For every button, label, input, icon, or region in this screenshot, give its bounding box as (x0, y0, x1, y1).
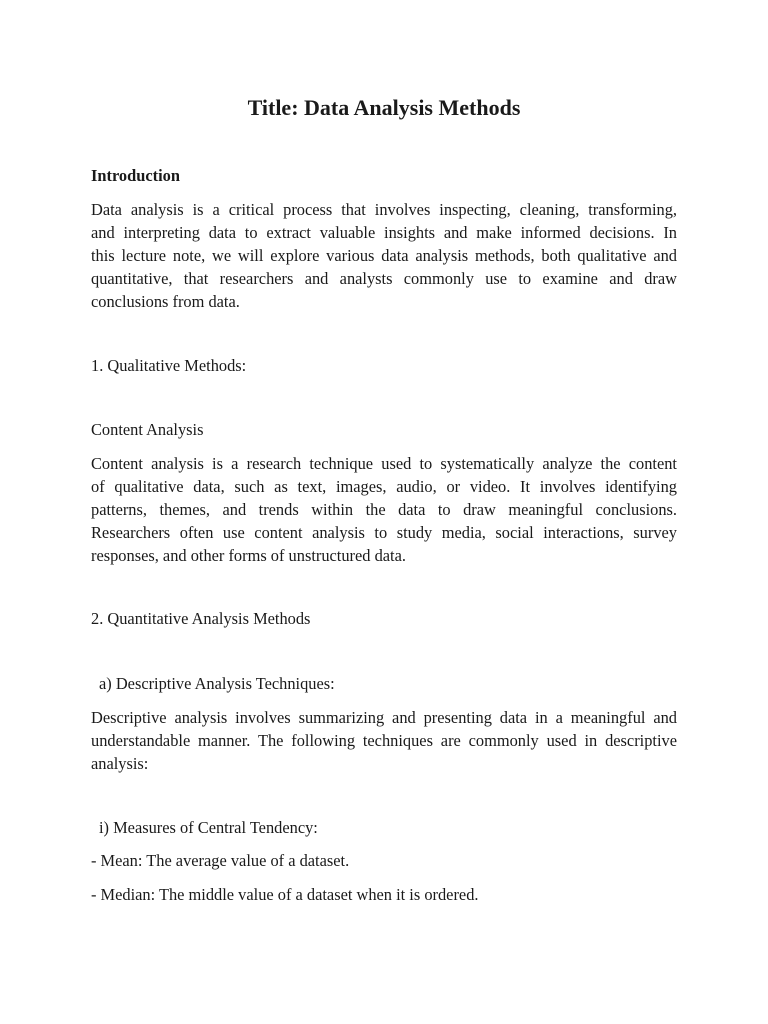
descriptive-paragraph (91, 706, 677, 775)
descriptive-techniques-heading: a) Descriptive Analysis Techniques: (99, 674, 335, 693)
central-tendency-heading: i) Measures of Central Tendency: (99, 818, 318, 837)
introduction-heading: Introduction (91, 166, 180, 185)
paragraph-line: of qualitative data, such as text, images, audio, or video. It involves identifying (91, 477, 677, 496)
paragraph-line: understandable manner. The following techniques are commonly used in descriptive (91, 731, 677, 750)
paragraph-line: and interpreting data to extract valuable insights and make informed decisions. In (91, 223, 677, 242)
paragraph-line: Content analysis is a research technique used to systematically analyze the content (91, 454, 677, 473)
paragraph-line: Researchers often use content analysis to study media, social interactions, survey (91, 523, 677, 542)
paragraph-line: Descriptive analysis involves summarizing and presenting data in a meaningful and (91, 708, 677, 727)
paragraph-line: analysis: (91, 754, 149, 773)
content-analysis-heading: Content Analysis (91, 420, 204, 439)
qualitative-methods-heading: 1. Qualitative Methods: (91, 356, 247, 375)
list-item-mean: - Mean: The average value of a dataset. (91, 851, 350, 870)
quantitative-methods-heading: 2. Quantitative Analysis Methods (91, 609, 311, 628)
paragraph-line: conclusions from data. (91, 292, 240, 311)
introduction-paragraph (91, 198, 677, 313)
paragraph-line: this lecture note, we will explore various data analysis methods, both qualitative and (91, 246, 677, 265)
document-title: Title: Data Analysis Methods (247, 95, 521, 120)
paragraph-line: patterns, themes, and trends within the data to draw meaningful conclusions. (91, 500, 677, 519)
paragraph-line: responses, and other forms of unstructured data. (91, 546, 406, 565)
paragraph-line: Data analysis is a critical process that involves inspecting, cleaning, transforming, (91, 200, 677, 219)
content-analysis-paragraph (91, 452, 677, 567)
paragraph-line: quantitative, that researchers and analysts commonly use to examine and draw (91, 269, 677, 288)
list-item-median: - Median: The middle value of a dataset when it is ordered. (91, 885, 479, 904)
